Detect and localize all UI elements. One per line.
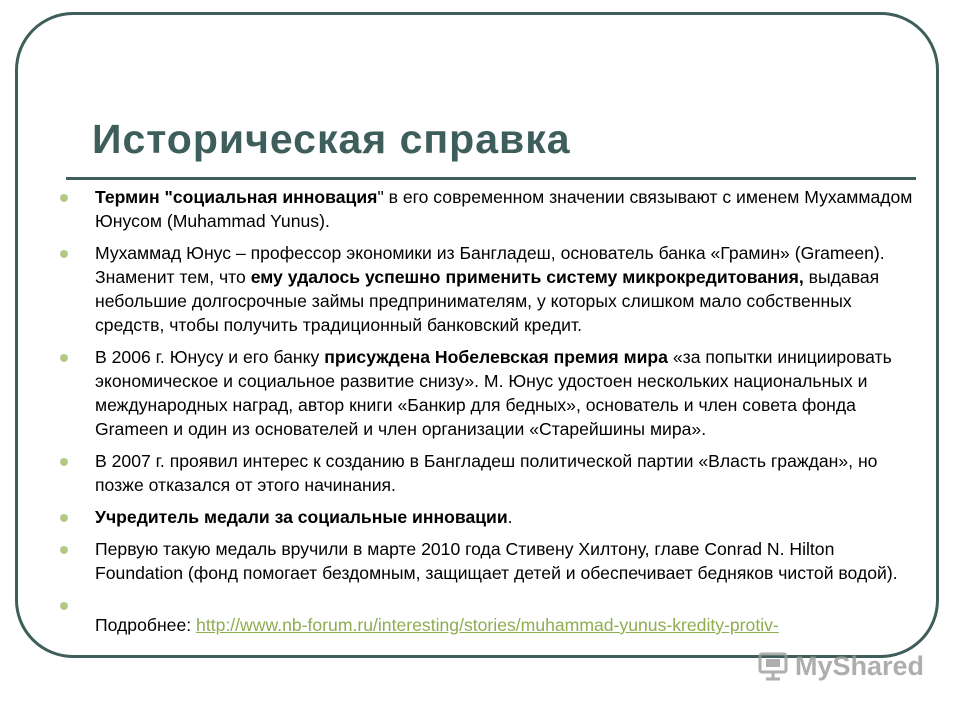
bullet-item [0,505,925,529]
bullet-item [0,537,925,585]
bullet-dot-icon [60,546,68,554]
bullet-text: . [507,507,513,527]
bullet-text: В 2006 г. Юнусу и его банку [95,347,325,367]
bullet-text: Мухаммад Юнус – профессор экономики из Бангладеш, основатель банка «Грамин» (Grameen). Знаменит тем, что [95,243,885,287]
bullet-dot-icon [60,250,68,258]
bullet-text-bold: Учредитель медали за социальные инновации [95,507,508,527]
bullet-text: Первую такую медаль вручили в марте 2010 года Стивену Хилтону, главе Conrad N. Hilton Foundation (фонд помогает бездомным, защищает детей и обеспечивает бедняков чистой водой). [95,539,898,583]
bullet-text: " в его современном значении связывают с именем Мухаммадом Юнусом (Muhammad Yunus). [95,187,913,231]
bullet-dot-icon [60,354,68,362]
bullet-item [0,345,925,441]
slide-title: Историческая справка [92,116,571,162]
bullet-dot-icon [60,514,68,522]
bullet-text-bold: присуждена Нобелевская премия мира [324,347,668,367]
watermark-text: MyShared [794,650,924,681]
bullet-dot-icon [60,458,68,466]
bullet-item [0,185,925,233]
bullet-text: «за попытки инициировать экономическое и социальное развитие снизу». М. Юнус удостоен нескольких национальных и международных наград, автор книги «Банкир для бедных», основатель и член совета фонда Grameen и один из основателей и член организации «Старейшины мира». [95,347,892,439]
bullet-text-bold: ему удалось успешно применить систему микрокредитования, [250,267,804,287]
more-label: Подробнее: [95,615,197,635]
bullet-text: выдавая небольшие долгосрочные займы предпринимателям, у которых слишком мало собственных средств, чтобы получить традиционный банковский кредит. [95,267,880,335]
title-underline [66,177,916,180]
bullet-item-more [0,593,925,637]
bullet-spacer [95,593,925,613]
watermark [757,650,924,682]
bullet-item [0,449,925,497]
bullet-item [0,241,925,337]
presentation-icon [757,650,789,682]
bullet-text-bold: Термин "социальная инновация [95,187,378,207]
bullet-text: В 2007 г. проявил интерес к созданию в Бангладеш политической партии «Власть граждан», но позже отказался от этого начинания. [95,451,878,495]
bullet-dot-icon [60,602,68,610]
bullet-dot-icon [60,194,68,202]
bullet-list [0,185,925,645]
more-link[interactable]: http://www.nb-forum.ru/interesting/stories/muhammad-yunus-kredity-protiv- [196,615,779,635]
